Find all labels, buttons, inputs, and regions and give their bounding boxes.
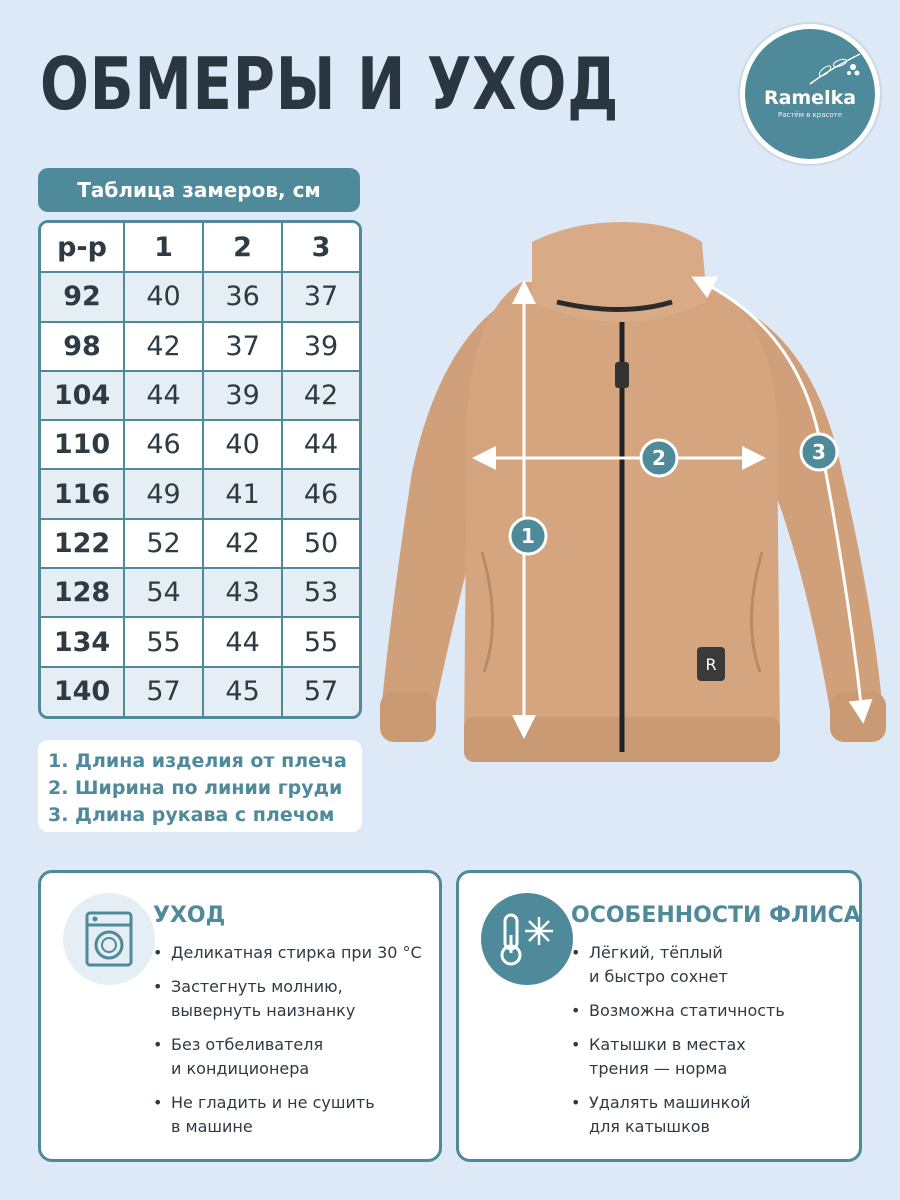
- table-cell: 55: [282, 617, 359, 666]
- page-title: ОБМЕРЫ И УХОД: [40, 42, 620, 126]
- fleece-title: ОСОБЕННОСТИ ФЛИСА: [571, 903, 861, 928]
- table-row: [41, 420, 359, 469]
- table-cell: 40: [203, 420, 282, 469]
- table-row: [41, 322, 359, 371]
- legend-item-width: 2. Ширина по линии груди: [48, 777, 343, 799]
- table-cell: 57: [124, 667, 203, 716]
- table-cell-size: 104: [41, 371, 124, 420]
- logo-tagline: Растём в красоте: [777, 111, 843, 119]
- table-cell-size: 110: [41, 420, 124, 469]
- table-row: [41, 519, 359, 568]
- header-1: 1: [124, 223, 203, 272]
- table-cell: 49: [124, 469, 203, 518]
- table-cell: 46: [124, 420, 203, 469]
- marker-3: [801, 434, 837, 470]
- table-cell: 52: [124, 519, 203, 568]
- table-cell: 50: [282, 519, 359, 568]
- marker-3-label: 3: [812, 440, 826, 464]
- table-cell-size: 92: [41, 272, 124, 321]
- table-cell: 41: [203, 469, 282, 518]
- table-cell: 40: [124, 272, 203, 321]
- table-row: [41, 371, 359, 420]
- table-row: [41, 272, 359, 321]
- size-table: [38, 220, 362, 719]
- list-item: • Без отбеливателя и кондиционера: [153, 1033, 431, 1081]
- table-cell: 37: [203, 322, 282, 371]
- care-card: [38, 870, 442, 1162]
- jacket-left-cuff: [380, 692, 436, 742]
- table-cell: 36: [203, 272, 282, 321]
- washing-machine-icon: [63, 893, 155, 985]
- list-item: • Застегнуть молнию, вывернуть наизнанку: [153, 975, 431, 1023]
- list-item: • Лёгкий, тёплый и быстро сохнет: [571, 941, 851, 989]
- header-2: 2: [203, 223, 282, 272]
- table-row: [41, 667, 359, 716]
- legend-item-sleeve: 3. Длина рукава с плечом: [48, 804, 335, 826]
- table-cell-size: 122: [41, 519, 124, 568]
- table-cell: 54: [124, 568, 203, 617]
- table-cell-size: 128: [41, 568, 124, 617]
- list-item: • Возможна статичность: [571, 999, 851, 1023]
- table-cell: 42: [124, 322, 203, 371]
- brand-logo: [740, 24, 880, 164]
- list-item: • Удалять машинкой для катышков: [571, 1091, 851, 1139]
- jacket-illustration: [372, 222, 892, 782]
- list-item: • Не гладить и не сушить в машине: [153, 1091, 431, 1139]
- legend-item-length: 1. Длина изделия от плеча: [48, 750, 347, 772]
- table-cell-size: 134: [41, 617, 124, 666]
- table-cell: 37: [282, 272, 359, 321]
- table-row: [41, 469, 359, 518]
- thermometer-snowflake-icon: [481, 893, 573, 985]
- table-cell: 53: [282, 568, 359, 617]
- list-item: • Деликатная стирка при 30 °С: [153, 941, 431, 965]
- marker-1: [510, 518, 546, 554]
- list-item: • Катышки в местах трения — норма: [571, 1033, 851, 1081]
- header-size: р-р: [41, 223, 124, 272]
- table-cell: 44: [203, 617, 282, 666]
- logo-name: Ramelka: [763, 87, 857, 109]
- table-row: [41, 568, 359, 617]
- table-cell-size: 98: [41, 322, 124, 371]
- table-cell: 45: [203, 667, 282, 716]
- care-title: УХОД: [153, 903, 226, 928]
- table-caption: Таблица замеров, см: [38, 168, 360, 212]
- table-header-row: [41, 223, 359, 272]
- table-cell: 57: [282, 667, 359, 716]
- header-3: 3: [282, 223, 359, 272]
- table-cell: 55: [124, 617, 203, 666]
- table-cell: 42: [203, 519, 282, 568]
- table-cell: 46: [282, 469, 359, 518]
- table-cell: 39: [282, 322, 359, 371]
- table-cell: 39: [203, 371, 282, 420]
- marker-2: [641, 440, 677, 476]
- table-cell: 44: [282, 420, 359, 469]
- care-list: [153, 941, 431, 1149]
- fleece-card: [456, 870, 862, 1162]
- table-cell-size: 140: [41, 667, 124, 716]
- marker-2-label: 2: [652, 446, 666, 470]
- jacket-right-cuff: [830, 692, 886, 742]
- table-row: [41, 617, 359, 666]
- fleece-list: [571, 941, 851, 1149]
- table-cell: 42: [282, 371, 359, 420]
- marker-1-label: 1: [521, 524, 535, 548]
- measurement-legend: [38, 740, 362, 832]
- table-cell: 44: [124, 371, 203, 420]
- table-cell-size: 116: [41, 469, 124, 518]
- leaf-icon: [805, 49, 865, 89]
- svg-text:R: R: [705, 655, 717, 674]
- table-cell: 43: [203, 568, 282, 617]
